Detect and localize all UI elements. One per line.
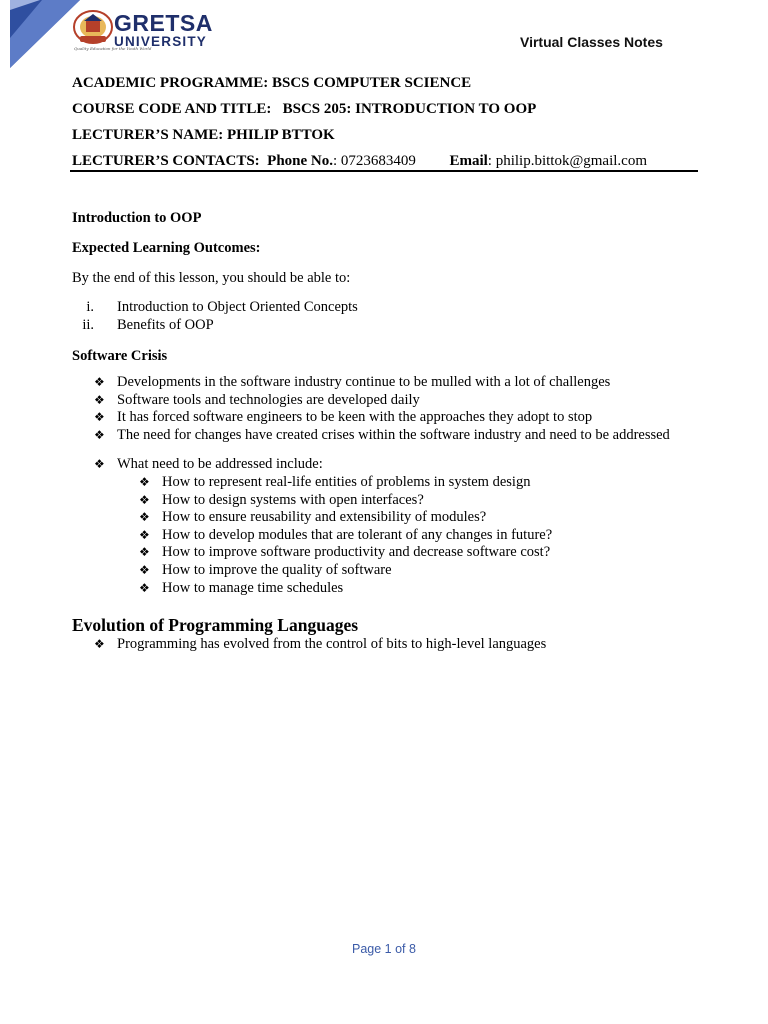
intro-heading: Introduction to OOP [72, 210, 202, 226]
list-item [72, 509, 702, 527]
diamond-bullet-icon: ❖ [139, 510, 150, 525]
list-item-text: How to design systems with open interfaces? [162, 491, 424, 508]
contacts-label: LECTURER’S CONTACTS: [72, 153, 260, 169]
list-item-text: How to develop modules that are tolerant of any changes in future? [162, 526, 553, 543]
course-label: COURSE CODE AND TITLE: [72, 101, 272, 117]
diamond-bullet-icon: ❖ [94, 637, 105, 652]
diamond-bullet-icon: ❖ [139, 545, 150, 560]
diamond-bullet-icon: ❖ [139, 562, 150, 577]
logo-text-university: UNIVERSITY [114, 34, 208, 49]
phone-value: : 0723683409 [333, 153, 416, 169]
virtual-classes-notes-label: Virtual Classes Notes [520, 34, 663, 50]
header-divider [70, 170, 698, 172]
list-item [72, 298, 702, 316]
list-item-text: What need to be addressed include: [117, 456, 323, 473]
diamond-bullet-icon: ❖ [94, 410, 105, 425]
diamond-bullet-icon: ❖ [94, 375, 105, 389]
list-item [72, 580, 702, 598]
outcomes-heading: Expected Learning Outcomes: [72, 240, 261, 256]
list-item [72, 492, 702, 510]
corner-decoration [0, 0, 80, 70]
diamond-bullet-icon: ❖ [139, 527, 150, 542]
list-item [72, 427, 702, 445]
list-item-text: The need for changes have created crises within the software industry and need to be addressed [117, 426, 670, 443]
diamond-bullet-icon: ❖ [94, 427, 105, 442]
lecturer-line [72, 124, 702, 150]
evolution-list [72, 636, 702, 654]
software-crisis-heading: Software Crisis [72, 348, 168, 364]
list-item-text: How to manage time schedules [162, 579, 344, 596]
phone-label: Phone No. [267, 153, 334, 169]
diamond-bullet-icon: ❖ [139, 580, 150, 595]
diamond-bullet-icon: ❖ [94, 457, 105, 472]
list-item-text: Software tools and technologies are developed daily [117, 391, 420, 408]
course-line [72, 98, 702, 124]
list-item-text: How to represent real-life entities of problems in system design [162, 473, 531, 490]
programme-value: BSCS COMPUTER SCIENCE [271, 75, 472, 91]
list-item [72, 392, 702, 410]
logo-tagline: Quality Education for the Youth World [74, 46, 152, 51]
lecturer-value: PHILIP BTTOK [227, 127, 335, 143]
email-value[interactable]: : philip.bittok@gmail.com [487, 153, 648, 169]
list-item [72, 636, 702, 654]
evolution-heading: Evolution of Programming Languages [72, 615, 359, 636]
list-item-text: Introduction to Object Oriented Concepts [117, 299, 358, 315]
list-number: i. [86, 299, 94, 315]
course-value: BSCS 205: INTRODUCTION TO OOP [282, 101, 537, 117]
diamond-bullet-icon: ❖ [139, 492, 150, 507]
programme-line [72, 72, 702, 98]
list-item-text: Programming has evolved from the control of bits to high-level languages [117, 636, 547, 653]
list-item [72, 527, 702, 545]
list-item [72, 316, 702, 334]
diamond-bullet-icon: ❖ [94, 392, 105, 407]
university-logo [72, 8, 242, 54]
list-item [72, 474, 702, 492]
list-item-text: Benefits of OOP [117, 317, 214, 333]
list-item-text: Developments in the software industry continue to be mulled with a lot of challenges [117, 374, 611, 390]
document-body [72, 208, 702, 654]
address-list [72, 456, 702, 474]
outcomes-list [72, 298, 702, 334]
lecturer-label: LECTURER’S NAME: [72, 127, 224, 143]
contacts-line [72, 150, 702, 176]
list-item [72, 562, 702, 580]
list-item [72, 456, 702, 474]
address-sublist [72, 474, 702, 597]
diamond-bullet-icon: ❖ [139, 474, 150, 489]
list-item [72, 374, 702, 392]
outcomes-intro: By the end of this lesson, you should be able to: [72, 270, 351, 286]
list-item [72, 544, 702, 562]
list-item-text: How to improve the quality of software [162, 561, 392, 578]
list-item-text: How to improve software productivity and decrease software cost? [162, 544, 551, 561]
course-info [72, 72, 702, 176]
page-number-footer: Page 1 of 8 [352, 942, 416, 956]
emblem-icon [72, 8, 114, 46]
list-number: ii. [82, 317, 94, 333]
email-label: Email [449, 153, 488, 169]
list-item-text: It has forced software engineers to be keen with the approaches they adopt to stop [117, 409, 593, 426]
crisis-list [72, 374, 702, 444]
list-item-text: How to ensure reusability and extensibility of modules? [162, 509, 487, 526]
logo-text-gretsa: GRETSA [114, 10, 213, 36]
programme-label: ACADEMIC PROGRAMME: [72, 75, 269, 91]
list-item [72, 409, 702, 427]
